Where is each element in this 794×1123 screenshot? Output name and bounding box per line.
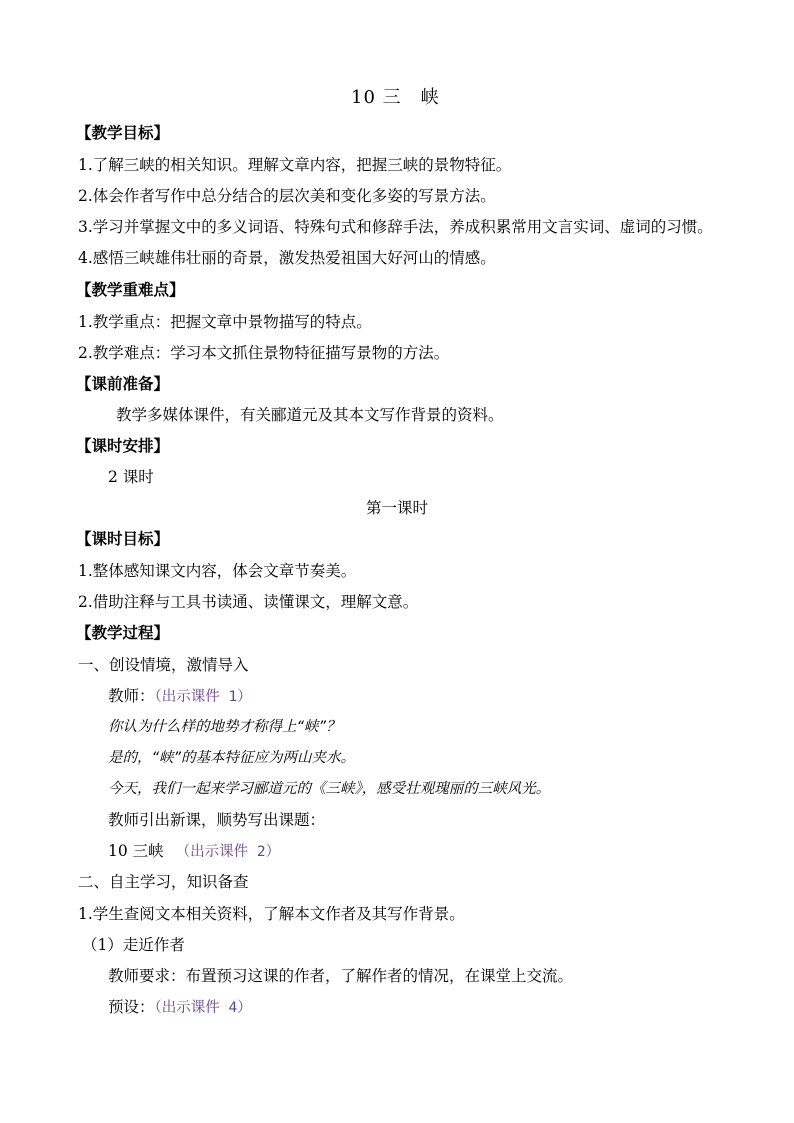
key-point-1: 1.教学重点：把握文章中景物描写的特点。: [78, 313, 372, 331]
lesson-goal-2: 2.借助注释与工具书读通、读懂课文，理解文意。: [78, 593, 419, 611]
preparation-text: 教学多媒体课件，有关郦道元及其本文写作背景的资料。: [116, 406, 504, 424]
heading-preparation: 【课前准备】: [76, 374, 170, 393]
goal-item-3: 3.学习并掌握文中的多义词语、特殊句式和修辞手法，养成积累常用文言实词、虚词的习惯。: [78, 218, 713, 236]
heading-key-points: 【教学重难点】: [76, 280, 185, 299]
topic-line: [108, 841, 280, 861]
teacher-label: 教师：: [108, 687, 155, 705]
heading-lesson-goals: 【课时目标】: [76, 529, 170, 548]
heading-teaching-goals: 【教学目标】: [76, 123, 170, 142]
step-1-heading: 一、创设情境，激情导入: [78, 656, 249, 674]
document-title: 10 三 峡: [351, 87, 440, 108]
step-2-item-1: 1.学生查阅文本相关资料，了解本文作者及其写作背景。: [78, 905, 465, 923]
heading-schedule: 【课时安排】: [76, 436, 170, 455]
teacher-requirement: 教师要求：布置预习这课的作者，了解作者的情况，在课堂上交流。: [108, 967, 574, 985]
question-text: 你认为什么样的地势才称得上“峡”？: [108, 719, 341, 735]
preset-label: 预设：: [108, 998, 155, 1016]
step-2-heading: 二、自主学习，知识备查: [78, 873, 249, 891]
goal-item-2: 2.体会作者写作中总分结合的层次美和变化多姿的写景方法。: [78, 187, 496, 205]
key-point-2: 2.教学难点：学习本文抓住景物特征描写景物的方法。: [78, 344, 450, 362]
lesson-title: 第一课时: [366, 499, 429, 517]
courseware-tag-1: （出示课件 1）: [154, 689, 252, 705]
courseware-tag-2: （出示课件 2）: [175, 844, 281, 860]
goal-item-1: 1.了解三峡的相关知识。理解文章内容，把握三峡的景物特征。: [78, 156, 512, 174]
topic-text: 10 三峡: [108, 842, 164, 860]
heading-teaching-process: 【教学过程】: [76, 623, 170, 642]
schedule-text: 2 课时: [108, 468, 154, 486]
courseware-tag-4: （出示课件 4）: [154, 1000, 252, 1016]
intro-text: 今天，我们一起来学习郦道元的《三峡》，感受壮观瑰丽的三峡风光。: [108, 781, 551, 797]
answer-text: 是的，“峡”的基本特征应为两山夹水。: [108, 750, 356, 766]
preset-line: [108, 997, 252, 1017]
lesson-goal-1: 1.整体感知课文内容，体会文章节奏美。: [78, 562, 357, 580]
goal-item-4: 4.感悟三峡雄伟壮丽的奇景，激发热爱祖国大好河山的情感。: [78, 249, 496, 267]
teacher-intro-text: 教师引出新课，顺势写出课题：: [108, 811, 326, 829]
teacher-line: [108, 686, 252, 706]
step-2-subitem-1: （1）走近作者: [82, 936, 185, 954]
